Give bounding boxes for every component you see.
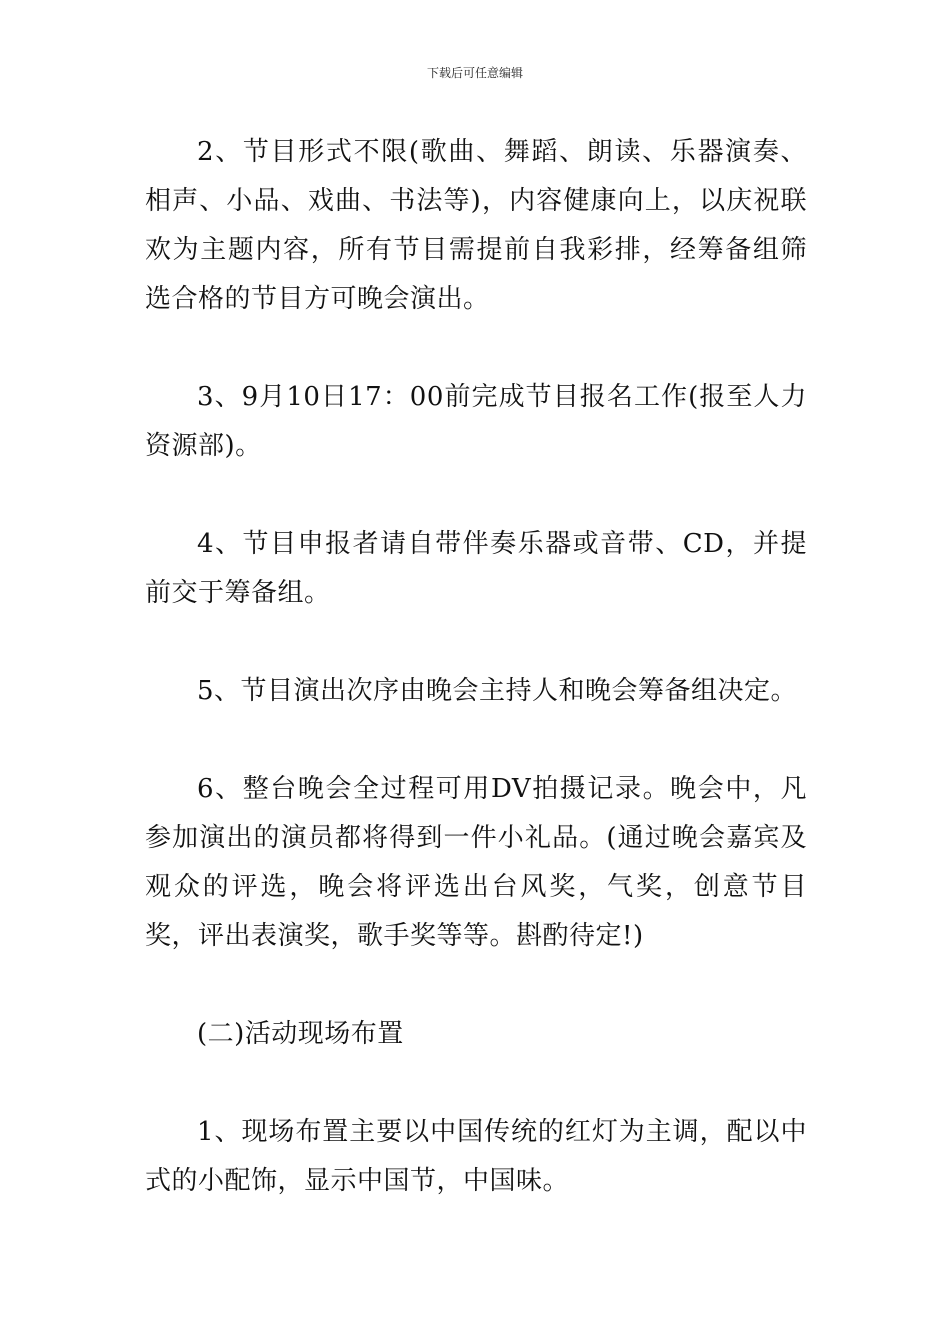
paragraph-registration-deadline: 3、9月10日17：00前完成节目报名工作(报至人力资源部)。: [145, 382, 807, 461]
document-body: [145, 128, 807, 1206]
page-header: 下载后可任意编辑: [426, 66, 523, 80]
section-heading-venue-setup: (二)活动现场布置: [197, 1019, 404, 1049]
paragraph-program-format: 2、节目形式不限(歌曲、舞蹈、朗读、乐器演奏、相声、小品、戏曲、书法等)，内容健康向上，以庆祝联欢为主题内容，所有节目需提前自我彩排，经筹备组筛选合格的节目方可晚会演出。: [145, 137, 807, 314]
paragraph-venue-decoration: 1、现场布置主要以中国传统的红灯为主调，配以中式的小配饰，显示中国节，中国味。: [145, 1117, 807, 1196]
paragraph-recording-awards: 6、整台晚会全过程可用DV拍摄记录。晚会中，凡参加演出的演员都将得到一件小礼品。(通过晚会嘉宾及观众的评选，晚会将评选出台风奖，气奖，创意节目奖，评出表演奖，歌手奖等等。斟酌待定!): [145, 774, 807, 951]
paragraph-performance-order: 5、节目演出次序由晚会主持人和晚会筹备组决定。: [197, 676, 798, 706]
paragraph-accompaniment: 4、节目申报者请自带伴奏乐器或音带、CD，并提前交于筹备组。: [145, 529, 807, 608]
